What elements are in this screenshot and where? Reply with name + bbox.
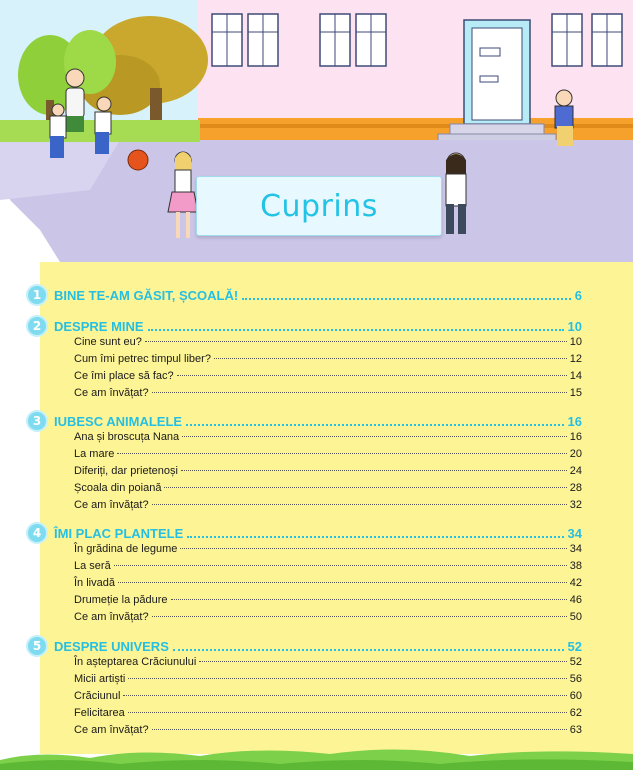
section-heading[interactable]: [26, 411, 582, 431]
section-1: [26, 285, 582, 305]
dot-leader: [199, 661, 566, 662]
dot-leader: [182, 436, 567, 437]
dot-leader: [148, 329, 564, 331]
list-item[interactable]: [74, 690, 582, 707]
dot-leader: [128, 712, 567, 713]
section-page-number: 10: [567, 318, 582, 334]
section-heading[interactable]: [26, 316, 582, 336]
dot-leader: [181, 470, 567, 471]
section-title: ÎMI PLAC PLANTELE: [54, 525, 184, 541]
dot-leader: [152, 729, 567, 730]
section-page-number: 52: [567, 638, 582, 654]
item-page: 38: [569, 560, 582, 572]
dot-leader: [180, 548, 566, 549]
dot-leader: [114, 565, 567, 566]
section-heading[interactable]: [26, 285, 582, 305]
item-title: În livadă: [74, 577, 115, 589]
section-title: IUBESC ANIMALELE: [54, 413, 183, 429]
item-title: În așteptarea Crăciunului: [74, 656, 197, 668]
item-title: Ce am învățat?: [74, 387, 149, 399]
item-page: 62: [569, 707, 582, 719]
section-number-badge: 1: [26, 284, 48, 306]
item-page: 46: [569, 594, 582, 606]
item-page: 34: [569, 543, 582, 555]
dot-leader: [152, 504, 567, 505]
list-item[interactable]: [74, 560, 582, 577]
section-4: [26, 523, 582, 628]
item-page: 52: [569, 656, 582, 668]
item-page: 20: [569, 448, 582, 460]
item-page: 10: [569, 336, 582, 348]
section-title: DESPRE UNIVERS: [54, 638, 169, 654]
section-5: [26, 636, 582, 741]
item-title: Cum îmi petrec timpul liber?: [74, 353, 211, 365]
section-page-number: 16: [567, 413, 582, 429]
section-page-number: 34: [567, 525, 582, 541]
section-heading[interactable]: [26, 636, 582, 656]
dot-leader: [152, 616, 567, 617]
section-title: DESPRE MINE: [54, 318, 144, 334]
dot-leader: [117, 453, 566, 454]
item-title: Crăciunul: [74, 690, 121, 702]
item-page: 28: [569, 482, 582, 494]
section-heading[interactable]: [26, 523, 582, 543]
dot-leader: [118, 582, 567, 583]
item-page: 50: [569, 611, 582, 623]
dot-leader: [186, 424, 563, 426]
section-number-badge: 4: [26, 522, 48, 544]
section-page-number: 6: [574, 287, 582, 303]
list-item[interactable]: [74, 353, 582, 370]
list-item[interactable]: [74, 707, 582, 724]
section-number-badge: 2: [26, 315, 48, 337]
item-title: Diferiți, dar prietenoși: [74, 465, 178, 477]
section-number-badge: 3: [26, 410, 48, 432]
dot-leader: [173, 649, 564, 651]
item-title: Școala din poiană: [74, 482, 162, 494]
item-page: 42: [569, 577, 582, 589]
dot-leader: [171, 599, 567, 600]
dot-leader: [152, 392, 567, 393]
item-page: 56: [569, 673, 582, 685]
list-item[interactable]: [74, 336, 582, 353]
list-item[interactable]: [74, 482, 582, 499]
list-item[interactable]: [74, 431, 582, 448]
item-title: Felicitarea: [74, 707, 125, 719]
dot-leader: [177, 375, 567, 376]
dot-leader: [128, 678, 566, 679]
section-title: BINE TE-AM GĂSIT, ȘCOALĂ!: [54, 287, 239, 303]
item-page: 32: [569, 499, 582, 511]
item-title: Ce am învățat?: [74, 724, 149, 736]
list-item[interactable]: [74, 387, 582, 404]
item-title: Ce am învățat?: [74, 499, 149, 511]
list-item[interactable]: [74, 543, 582, 560]
list-item[interactable]: [74, 594, 582, 611]
item-page: 60: [569, 690, 582, 702]
item-title: Cine sunt eu?: [74, 336, 142, 348]
dot-leader: [242, 298, 571, 300]
item-page: 15: [569, 387, 582, 399]
item-page: 16: [569, 431, 582, 443]
list-item[interactable]: [74, 611, 582, 628]
list-item[interactable]: [74, 370, 582, 387]
list-item[interactable]: [74, 499, 582, 516]
list-item[interactable]: [74, 724, 582, 741]
dot-leader: [164, 487, 566, 488]
grass-decoration: [0, 742, 633, 770]
item-page: 24: [569, 465, 582, 477]
list-item[interactable]: [74, 673, 582, 690]
list-item[interactable]: [74, 448, 582, 465]
section-number-badge: 5: [26, 635, 48, 657]
item-title: Micii artiști: [74, 673, 126, 685]
list-item[interactable]: [74, 465, 582, 482]
item-title: La mare: [74, 448, 115, 460]
section-3: [26, 411, 582, 516]
item-title: La seră: [74, 560, 111, 572]
item-page: 63: [569, 724, 582, 736]
list-item[interactable]: [74, 656, 582, 673]
item-title: Ce îmi place să fac?: [74, 370, 174, 382]
list-item[interactable]: [74, 577, 582, 594]
item-page: 14: [569, 370, 582, 382]
item-title: În grădina de legume: [74, 543, 178, 555]
item-title: Ana și broscuța Nana: [74, 431, 180, 443]
item-title: Ce am învățat?: [74, 611, 149, 623]
item-page: 12: [569, 353, 582, 365]
section-2: [26, 316, 582, 404]
dot-leader: [123, 695, 566, 696]
page-title: Cuprins: [260, 188, 378, 224]
dot-leader: [214, 358, 567, 359]
item-title: Drumeție la pădure: [74, 594, 168, 606]
dot-leader: [145, 341, 567, 342]
dot-leader: [187, 536, 563, 538]
